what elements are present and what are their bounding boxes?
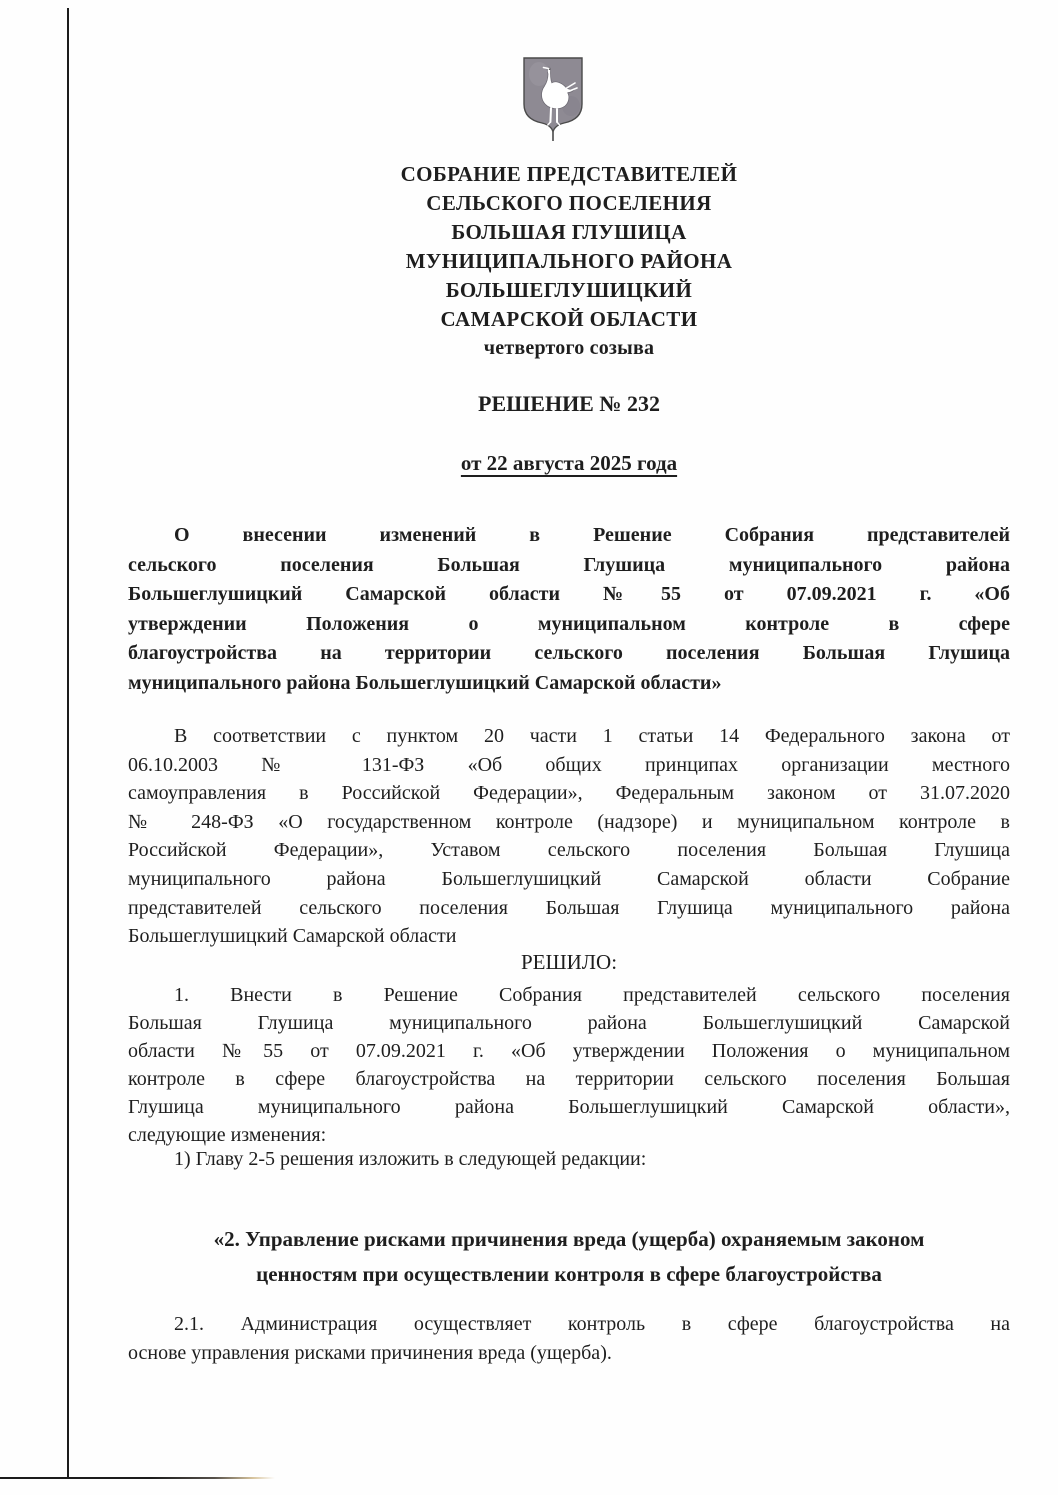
decision-date-text: от 22 августа 2025 года <box>460 451 678 475</box>
subject-paragraph <box>128 521 1010 698</box>
preamble-line: Большеглушицкий Самарской области <box>128 925 457 948</box>
subject-line: сельского поселения Большая Глушица муниципального района <box>128 553 1010 576</box>
preamble-paragraph <box>128 722 1010 951</box>
preamble-line: Российской Федерации», Уставом сельского поселения Большая Глушица <box>128 839 1010 862</box>
item-1-paragraph <box>128 981 1010 1149</box>
subject-line: Большеглушицкий Самарской области №55 от 07.09.2021 г. «Об <box>128 583 1010 605</box>
convocation-line: четвертого созыва <box>483 337 655 359</box>
resolved-label: РЕШИЛО: <box>520 950 618 974</box>
preamble-line: 06.10.2003 № 131-ФЗ «Об общих принципах организации местного <box>128 753 1010 776</box>
preamble-line: В соответствии с пунктом 20 части 1 статьи 14 Федерального закона от <box>174 725 1010 747</box>
org-header-line: СЕЛЬСКОГО ПОСЕЛЕНИЯ <box>426 191 712 215</box>
item-1-line: следующие изменения: <box>128 1124 327 1146</box>
coat-of-arms-bustard-icon <box>521 56 585 144</box>
subitem-1-line: 1) Главу 2-5 решения изложить в следующей редакции: <box>174 1148 647 1170</box>
item-1-line: Большая Глушица муниципального района Большеглушицкий Самарской <box>128 1012 1010 1034</box>
org-header-line: БОЛЬШЕГЛУШИЦКИЙ <box>445 278 693 302</box>
clause-2-1-line: 2.1. Администрация осуществляет контроль в сфере благоустройства на <box>174 1313 1010 1335</box>
item-1-line: Глушица муниципального района Большеглушицкий Самарской области», <box>128 1096 1010 1118</box>
org-header-line: САМАРСКОЙ ОБЛАСТИ <box>440 307 698 331</box>
subject-line: утверждении Положения о муниципальном контроле в сфере <box>128 612 1010 635</box>
chapter-2-heading-line: «2. Управление рисками причинения вреда (ущерба) охраняемым законом <box>213 1227 925 1251</box>
org-header-line: БОЛЬШАЯ ГЛУШИЦА <box>451 220 687 244</box>
decision-number-title: РЕШЕНИЕ № 232 <box>478 391 660 416</box>
organization-header <box>128 160 1010 363</box>
item-1-line: 1. Внести в Решение Собрания представителей сельского поселения <box>174 984 1010 1006</box>
scan-edge-horizontal-line <box>0 1477 275 1479</box>
item-1-line: области №55 от 07.09.2021 г. «Об утверждении Положения о муниципальном <box>128 1040 1010 1062</box>
preamble-line: № 248-ФЗ «О государственном контроле (надзоре) и муниципальном контроле в <box>128 810 1010 833</box>
preamble-line: муниципального района Большеглушицкий Самарской области Собрание <box>128 867 1010 890</box>
clause-2-1-line: основе управления рисками причинения вреда (ущерба). <box>128 1342 612 1364</box>
scan-edge-vertical-line <box>67 8 69 1478</box>
preamble-line: представителей сельского поселения Большая Глушица муниципального района <box>128 896 1010 919</box>
decision-date-line <box>128 451 1010 476</box>
org-header-line: СОБРАНИЕ ПРЕДСТАВИТЕЛЕЙ <box>400 162 738 186</box>
chapter-2-heading <box>128 1222 1010 1292</box>
org-header-line: МУНИЦИПАЛЬНОГО РАЙОНА <box>405 249 733 273</box>
subject-line: О внесении изменений в Решение Собрания представителей <box>174 524 1010 546</box>
subject-line: муниципального района Большеглушицкий Самарской области» <box>128 671 722 694</box>
preamble-line: самоуправления в Российской Федерации», Федеральным законом от 31.07.2020 <box>128 782 1010 805</box>
clause-2-1-paragraph <box>128 1310 1010 1368</box>
chapter-2-heading-line: ценностям при осуществлении контроля в сфере благоустройства <box>256 1262 882 1286</box>
item-1-line: контроле в сфере благоустройства на территории сельского поселения Большая <box>128 1068 1010 1090</box>
subject-line: благоустройства на территории сельского поселения Большая Глушица <box>128 642 1010 664</box>
